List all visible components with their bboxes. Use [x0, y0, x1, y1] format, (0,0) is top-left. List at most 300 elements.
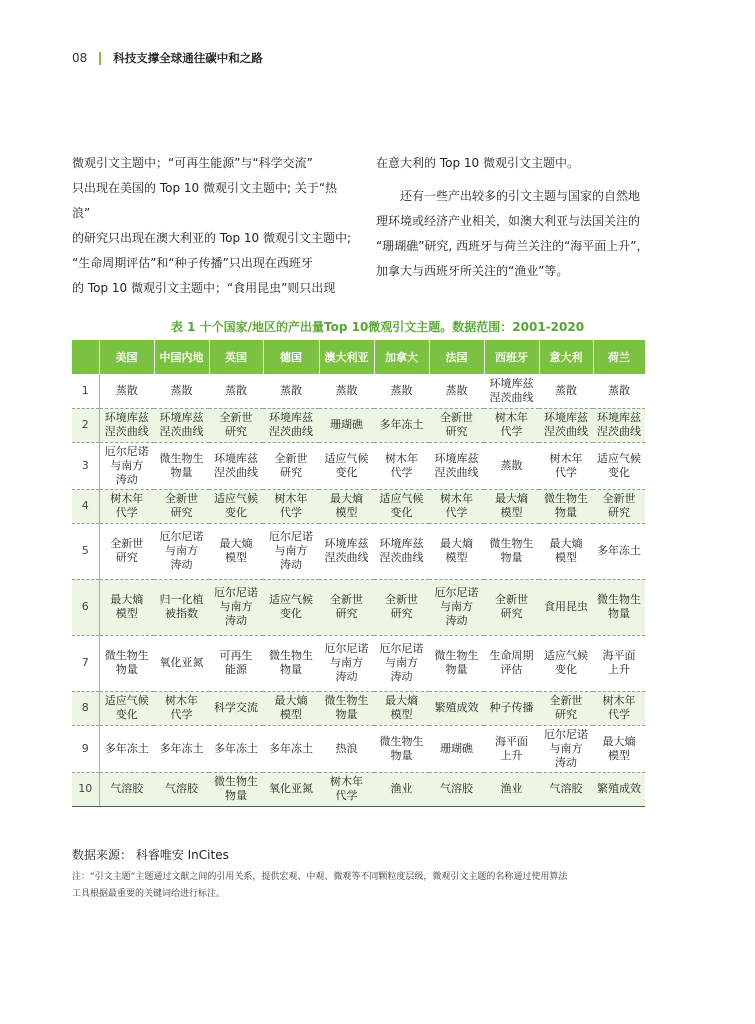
topic-line: 评估: [500, 663, 523, 676]
topic-line: 最大熵: [385, 694, 418, 707]
topic-cell: [154, 523, 209, 579]
topic-line: 模型: [225, 551, 247, 564]
topic-cell: [209, 579, 263, 635]
topic-line: 与南方: [330, 656, 363, 669]
topic-cell: [154, 489, 209, 523]
topic-line: 物量: [335, 708, 358, 721]
topic-line: 代学: [170, 708, 193, 721]
topic-line: 珊瑚礁: [440, 741, 473, 755]
topic-line: 研究: [445, 425, 468, 438]
topic-line: 变化: [390, 506, 413, 519]
topic-cell: [593, 408, 645, 442]
body-line: 加拿大与西班牙所关注的“渔业”等。: [376, 264, 569, 278]
topic-line: 物量: [500, 551, 523, 564]
topic-line: 涅茨曲线: [214, 465, 258, 479]
table-row: [72, 691, 645, 725]
topic-line: 食用昆虫: [544, 600, 588, 613]
topic-line: 气溶胶: [440, 782, 473, 795]
topic-line: 蒸散: [335, 383, 358, 397]
topic-line: 树木年: [495, 411, 528, 424]
column-header: 英国: [209, 340, 263, 374]
topics-table: [72, 340, 646, 807]
topic-line: 研究: [280, 465, 302, 479]
table-row: [72, 523, 645, 579]
topic-line: 适应气候: [269, 593, 313, 606]
topic-line: 代学: [555, 465, 577, 479]
topic-line: 全新世: [440, 411, 473, 424]
topic-cell: [99, 579, 154, 635]
topic-cell: [539, 691, 593, 725]
topic-cell: [99, 691, 154, 725]
rank-cell: 9: [72, 725, 99, 772]
topic-line: 厄尔尼诺: [324, 642, 369, 655]
topic-cell: [593, 374, 645, 408]
topic-cell: [484, 772, 539, 806]
topic-line: 微生物生: [434, 649, 479, 662]
topic-cell: [484, 523, 539, 579]
topic-cell: [539, 635, 593, 691]
footnote-line: 工具根据最重要的关键词给进行标注。: [72, 889, 226, 899]
topic-line: 涛动: [225, 614, 247, 627]
topic-line: 全新世: [385, 593, 418, 606]
body-line: “生命周期评估”和“种子传播”只出现在西班牙: [72, 256, 313, 270]
column-header: 中国内地: [154, 340, 209, 374]
topic-cell: [99, 772, 154, 806]
column-header: 法国: [429, 340, 484, 374]
topic-line: 热浪: [335, 741, 358, 755]
topic-cell: [154, 725, 209, 772]
topic-cell: [154, 408, 209, 442]
topic-line: 与南方: [385, 656, 418, 669]
topic-line: 树木年: [330, 775, 363, 788]
topic-line: 物量: [555, 506, 577, 519]
page-number: 08: [72, 51, 88, 65]
topic-cell: [374, 635, 429, 691]
topic-line: 全新世: [602, 492, 636, 505]
topic-cell: [263, 442, 319, 489]
topic-cell: [374, 725, 429, 772]
table-row: [72, 579, 645, 635]
topic-cell: [484, 635, 539, 691]
topic-cell: [374, 523, 429, 579]
body-line: 的研究只出现在澳大利亚的 Top 10 微观引文主题中;: [72, 231, 352, 245]
topic-line: 生命周期: [489, 649, 534, 662]
topic-line: 蒸散: [170, 383, 193, 397]
topic-line: 全新世: [495, 593, 528, 606]
topic-line: 研究: [335, 607, 358, 620]
topic-cell: [319, 691, 374, 725]
topic-line: 研究: [555, 708, 577, 721]
running-title: 科技支撑全球通往碳中和之路: [113, 51, 263, 65]
topic-line: 物量: [225, 789, 247, 802]
body-line: 只出现在美国的 Top 10 微观引文主题中; 关于“热浪”: [72, 181, 338, 220]
rank-cell: 8: [72, 691, 99, 725]
page-header: [72, 50, 263, 66]
topic-cell: [593, 442, 645, 489]
topic-cell: [154, 691, 209, 725]
topic-line: 多年冻土: [159, 741, 204, 755]
body-line: 理环境或经济产业相关，如澳大利亚与法国关注的: [376, 214, 641, 228]
topic-line: 代学: [608, 708, 630, 721]
topic-cell: [154, 772, 209, 806]
topic-line: 变化: [115, 708, 138, 721]
topic-cell: [319, 579, 374, 635]
column-header: 意大利: [539, 340, 593, 374]
topic-line: 物量: [445, 663, 468, 676]
topic-cell: [319, 725, 374, 772]
rank-cell: 3: [72, 442, 99, 489]
topic-line: 微生物生: [159, 451, 204, 465]
topic-line: 微生物生: [597, 593, 641, 606]
topic-cell: [374, 408, 429, 442]
body-line: 在意大利的 Top 10 微观引文主题中。: [376, 156, 579, 170]
topic-cell: [263, 579, 319, 635]
topic-line: 多年冻土: [597, 544, 641, 557]
topic-cell: [484, 374, 539, 408]
table-header-row: [72, 340, 645, 374]
topic-line: 适应气候: [214, 492, 258, 505]
topic-cell: [319, 374, 374, 408]
topic-line: 蒸散: [608, 383, 630, 397]
topic-line: 蒸散: [445, 383, 468, 397]
topic-line: 模型: [390, 708, 413, 721]
topic-line: 适应气候: [379, 492, 424, 505]
topic-line: 最大熵: [602, 734, 636, 748]
topic-line: 多年冻土: [379, 418, 424, 431]
topic-line: 上升: [500, 748, 523, 762]
topic-line: 环境库兹: [379, 537, 424, 550]
topic-cell: [429, 691, 484, 725]
topic-line: 树木年: [385, 451, 418, 465]
topic-line: 模型: [115, 607, 138, 620]
topic-line: 全新世: [330, 593, 363, 606]
topic-line: 涅茨曲线: [434, 465, 479, 479]
topic-cell: [374, 442, 429, 489]
topic-line: 涅茨曲线: [269, 425, 313, 438]
topic-cell: [484, 691, 539, 725]
topic-line: 研究: [170, 506, 193, 519]
topic-cell: [484, 408, 539, 442]
topic-line: 氧化亚氮: [269, 782, 313, 795]
topic-line: 树木年: [110, 492, 144, 505]
topic-line: 被指数: [165, 607, 198, 620]
topic-cell: [593, 489, 645, 523]
topic-cell: [593, 635, 645, 691]
rank-cell: 10: [72, 772, 99, 806]
topic-cell: [209, 691, 263, 725]
topic-line: 代学: [500, 425, 523, 438]
topic-line: 涅茨曲线: [544, 425, 588, 438]
topic-cell: [99, 523, 154, 579]
topic-cell: [263, 635, 319, 691]
topic-cell: [319, 408, 374, 442]
topic-line: 最大熵: [219, 537, 253, 550]
table-body: [72, 374, 645, 806]
topic-cell: [99, 635, 154, 691]
topic-cell: [593, 691, 645, 725]
rank-cell: 6: [72, 579, 99, 635]
topic-line: 微生物生: [269, 649, 313, 662]
topic-line: 环境库兹: [544, 411, 588, 424]
topic-line: 全新世: [549, 694, 583, 707]
topic-line: 全新世: [110, 537, 144, 550]
topic-cell: [429, 635, 484, 691]
topic-cell: [374, 691, 429, 725]
topic-line: 环境库兹: [104, 411, 149, 424]
topic-line: 模型: [555, 551, 577, 564]
topic-cell: [154, 374, 209, 408]
topic-cell: [539, 489, 593, 523]
topic-cell: [429, 725, 484, 772]
topic-line: 与南方: [549, 741, 583, 755]
topic-line: 树木年: [165, 694, 198, 707]
topic-line: 变化: [225, 506, 247, 519]
topic-line: 与南方: [110, 458, 144, 472]
topic-line: 研究: [115, 551, 138, 564]
topic-cell: [374, 374, 429, 408]
topic-line: 海平面: [495, 734, 528, 748]
topic-line: 环境库兹: [269, 411, 313, 424]
table-row: [72, 374, 645, 408]
topic-line: 树木年: [602, 694, 636, 707]
topic-cell: [484, 579, 539, 635]
topic-line: 科学交流: [214, 701, 258, 714]
topic-cell: [263, 374, 319, 408]
topic-line: 涛动: [280, 558, 302, 571]
topic-line: 可再生: [219, 649, 253, 662]
table-row: [72, 442, 645, 489]
topic-line: 多年冻土: [269, 741, 313, 755]
topic-cell: [593, 772, 645, 806]
topic-cell: [209, 408, 263, 442]
topic-cell: [99, 725, 154, 772]
rank-cell: 4: [72, 489, 99, 523]
topic-line: 厄尔尼诺: [214, 586, 258, 599]
topic-line: 与南方: [165, 544, 198, 557]
topic-line: 微生物生: [214, 775, 258, 788]
topic-cell: [154, 442, 209, 489]
topic-line: 研究: [500, 607, 523, 620]
topic-cell: [429, 772, 484, 806]
topic-line: 多年冻土: [214, 741, 258, 755]
topic-cell: [484, 489, 539, 523]
topic-cell: [99, 374, 154, 408]
topic-cell: [429, 408, 484, 442]
topic-line: 涅茨曲线: [324, 551, 369, 564]
topic-line: 蒸散: [115, 383, 138, 397]
topic-cell: [319, 635, 374, 691]
topic-cell: [99, 442, 154, 489]
body-line: 的 Top 10 微观引文主题中；“食用昆虫”则只出现: [72, 281, 336, 295]
topic-line: 涅茨曲线: [379, 551, 424, 564]
topic-line: 最大熵: [330, 492, 363, 505]
topic-line: 环境库兹: [597, 411, 641, 424]
topic-cell: [539, 408, 593, 442]
topic-cell: [374, 772, 429, 806]
table-row: [72, 489, 645, 523]
topic-line: 环境库兹: [324, 537, 369, 550]
topic-cell: [154, 635, 209, 691]
topic-cell: [209, 635, 263, 691]
topic-line: 物量: [608, 607, 630, 620]
topic-cell: [593, 579, 645, 635]
topic-line: 变化: [555, 663, 577, 676]
topic-cell: [429, 442, 484, 489]
topic-cell: [99, 408, 154, 442]
topic-cell: [209, 489, 263, 523]
topic-line: 适应气候: [597, 451, 641, 465]
header-cell-blank: [72, 340, 99, 374]
topic-cell: [429, 523, 484, 579]
topic-cell: [539, 772, 593, 806]
topic-line: 涅茨曲线: [104, 425, 149, 438]
body-line: 微观引文主题中；“可再生能源”与“科学交流”: [72, 156, 313, 170]
topic-line: 研究: [390, 607, 413, 620]
topic-line: 研究: [225, 425, 247, 438]
topic-line: 树木年: [440, 492, 473, 505]
topic-cell: [374, 489, 429, 523]
table-row: [72, 635, 645, 691]
topic-line: 与南方: [219, 600, 253, 613]
topic-line: 环境库兹: [489, 376, 534, 390]
topic-line: 厄尔尼诺: [159, 530, 204, 543]
topic-cell: [319, 772, 374, 806]
column-header: 加拿大: [374, 340, 429, 374]
topic-line: 厄尔尼诺: [434, 586, 479, 599]
footnote-line: 注：“引文主题”主题通过文献之间的引用关系，提供宏观、中观、微观等不同颗粒度层级，微观引文主题的名称通过使用算法: [72, 872, 568, 882]
topic-cell: [319, 489, 374, 523]
topic-line: 全新世: [219, 411, 253, 424]
topic-line: 最大熵: [110, 593, 144, 606]
topic-line: 物量: [115, 663, 138, 676]
topic-line: 厄尔尼诺: [104, 444, 149, 458]
topic-cell: [209, 772, 263, 806]
topic-line: 能源: [225, 663, 247, 676]
topic-line: 环境库兹: [434, 451, 479, 465]
topic-line: 研究: [608, 506, 630, 519]
topic-line: 微生物生: [379, 734, 424, 748]
topic-line: 与南方: [440, 600, 473, 613]
topic-cell: [429, 579, 484, 635]
topic-line: 厄尔尼诺: [379, 642, 424, 655]
topic-cell: [429, 489, 484, 523]
table-row: [72, 772, 645, 806]
topic-line: 变化: [280, 607, 302, 620]
table-row: [72, 725, 645, 772]
topic-cell: [539, 442, 593, 489]
data-source: 数据来源： 科睿唯安 InCites: [72, 848, 229, 862]
topic-cell: [539, 523, 593, 579]
topic-line: 蒸散: [555, 383, 577, 397]
topic-cell: [374, 579, 429, 635]
body-right-column: [376, 151, 660, 284]
topic-line: 蒸散: [500, 458, 523, 472]
topic-cell: [539, 374, 593, 408]
topic-line: 全新世: [165, 492, 198, 505]
topic-line: 涅茨曲线: [597, 425, 641, 438]
column-header: 美国: [99, 340, 154, 374]
topic-line: 变化: [608, 465, 630, 479]
topic-line: 海平面: [602, 649, 636, 662]
topic-cell: [209, 523, 263, 579]
topic-line: 模型: [445, 551, 468, 564]
topic-line: 微生物生: [489, 537, 534, 550]
topic-line: 归一化植: [159, 593, 204, 606]
footnote: [72, 869, 662, 903]
topic-line: 种子传播: [489, 701, 534, 714]
body-left-column: [72, 151, 354, 301]
topic-line: 物量: [390, 748, 413, 762]
column-header: 德国: [263, 340, 319, 374]
topic-line: 厄尔尼诺: [269, 530, 313, 543]
topic-line: 适应气候: [544, 649, 588, 662]
topic-line: 模型: [335, 506, 358, 519]
topic-line: 涛动: [170, 558, 193, 571]
topic-line: 氧化亚氮: [159, 656, 204, 669]
rank-cell: 1: [72, 374, 99, 408]
topic-cell: [263, 489, 319, 523]
topic-cell: [263, 408, 319, 442]
rank-cell: 7: [72, 635, 99, 691]
topic-cell: [484, 442, 539, 489]
topic-line: 最大熵: [440, 537, 473, 550]
topic-line: 厄尔尼诺: [544, 727, 588, 741]
topic-line: 涛动: [335, 670, 358, 683]
topic-line: 微生物生: [544, 492, 588, 505]
topic-cell: [263, 725, 319, 772]
topic-cell: [99, 489, 154, 523]
table-row: [72, 408, 645, 442]
topic-line: 最大熵: [495, 492, 528, 505]
topic-cell: [263, 691, 319, 725]
topic-cell: [209, 374, 263, 408]
topic-line: 涅茨曲线: [489, 390, 534, 404]
topic-line: 环境库兹: [159, 411, 204, 424]
topic-cell: [319, 442, 374, 489]
topic-line: 气溶胶: [110, 782, 144, 795]
topic-line: 最大熵: [549, 537, 583, 550]
topic-line: 繁殖成效: [434, 701, 479, 714]
topic-line: 代学: [115, 506, 138, 519]
topic-line: 繁殖成效: [597, 782, 641, 795]
topic-line: 微生物生: [324, 694, 369, 707]
topic-line: 树木年: [549, 451, 583, 465]
topic-line: 模型: [500, 506, 523, 519]
column-header: 澳大利亚: [319, 340, 374, 374]
topic-line: 渔业: [500, 782, 523, 795]
topic-cell: [209, 725, 263, 772]
body-line: 还有一些产出较多的引文主题与国家的自然地: [400, 189, 641, 203]
topic-line: 模型: [608, 748, 630, 762]
topic-line: 气溶胶: [165, 782, 198, 795]
topic-line: 与南方: [274, 544, 308, 557]
topic-line: 适应气候: [104, 694, 149, 707]
topic-line: 蒸散: [280, 383, 302, 397]
topic-line: 涛动: [555, 755, 577, 769]
topic-line: 全新世: [274, 451, 308, 465]
topic-line: 代学: [390, 465, 413, 479]
topic-cell: [539, 579, 593, 635]
topic-cell: [593, 725, 645, 772]
topic-line: 珊瑚礁: [330, 418, 363, 431]
topic-line: 环境库兹: [214, 451, 258, 465]
topic-cell: [319, 523, 374, 579]
topic-line: 多年冻土: [104, 741, 149, 755]
topic-line: 蒸散: [390, 383, 413, 397]
topic-line: 树木年: [274, 492, 308, 505]
topic-line: 物量: [170, 465, 193, 479]
table-caption: 表 1 十个国家/地区的产出量Top 10微观引文主题。数据范围：2001-2020: [170, 320, 585, 334]
